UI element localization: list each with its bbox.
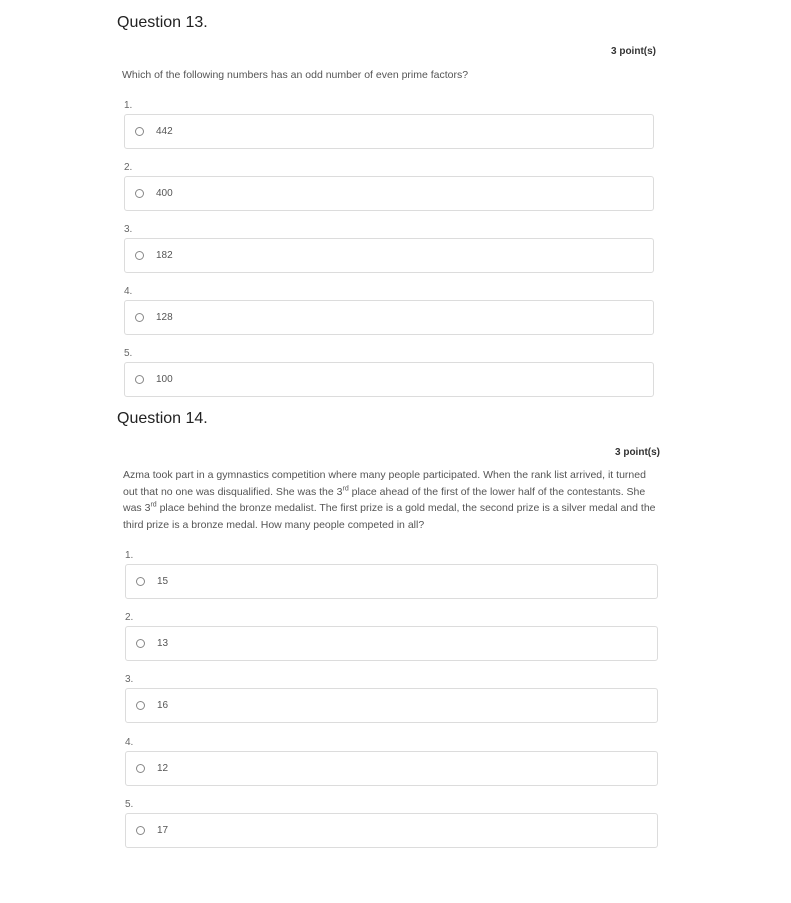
option-number: 2. [125,612,134,623]
points-badge: 3 point(s) [615,447,660,458]
answer-option[interactable] [125,751,658,786]
question-text-part: Which of the following numbers has an odd number of even prime factors? [122,69,469,81]
option-label: 15 [157,576,169,587]
question-text-part: place ahead of the first of the lower half of the contestants. She was 3 [123,485,646,514]
ordinal-suffix: rd [150,501,157,509]
answer-option[interactable] [125,564,658,599]
answer-option[interactable] [125,813,658,848]
option-number: 4. [125,737,134,748]
answer-option[interactable] [125,688,658,723]
question-number: 13. [185,14,208,31]
option-label: 16 [157,700,169,711]
option-number: 5. [125,799,134,810]
option-label: 13 [157,638,169,649]
option-label: 12 [157,763,169,774]
option-label: 442 [156,126,173,137]
option-label: 400 [156,188,173,199]
option-label: 128 [156,312,173,323]
radio-button-icon[interactable] [136,577,145,586]
option-label: 17 [157,825,169,836]
ordinal-suffix: rd [342,485,349,492]
radio-button-icon[interactable] [136,701,145,710]
question-text-part: Azma took part in a gymnastics competition where many people participated. When the rank list arrived, it turned out that no one was disqualified. She was the 3 [123,469,646,498]
option-number: 1. [124,100,133,111]
radio-button-icon[interactable] [136,826,145,835]
option-number: 2. [124,162,133,173]
question-heading [117,410,208,428]
option-number: 5. [124,348,133,359]
answer-option[interactable] [125,626,658,661]
question-text [123,467,661,533]
question-heading-prefix: Question [117,14,182,31]
points-badge: 3 point(s) [611,46,656,57]
radio-button-icon[interactable] [136,764,145,773]
question-text-part: place behind the bronze medalist. The first prize is a gold medal, the second prize is a silver medal and the third prize is a bronze medal. How many people competed in all? [123,502,656,531]
option-label: 182 [156,250,173,261]
question-number: 14. [185,410,208,427]
question-heading-prefix: Question [117,410,182,427]
option-number: 4. [124,286,133,297]
option-number: 3. [125,674,134,685]
radio-button-icon[interactable] [136,639,145,648]
option-label: 100 [156,374,173,385]
option-number: 1. [125,550,134,561]
option-number: 3. [124,224,133,235]
